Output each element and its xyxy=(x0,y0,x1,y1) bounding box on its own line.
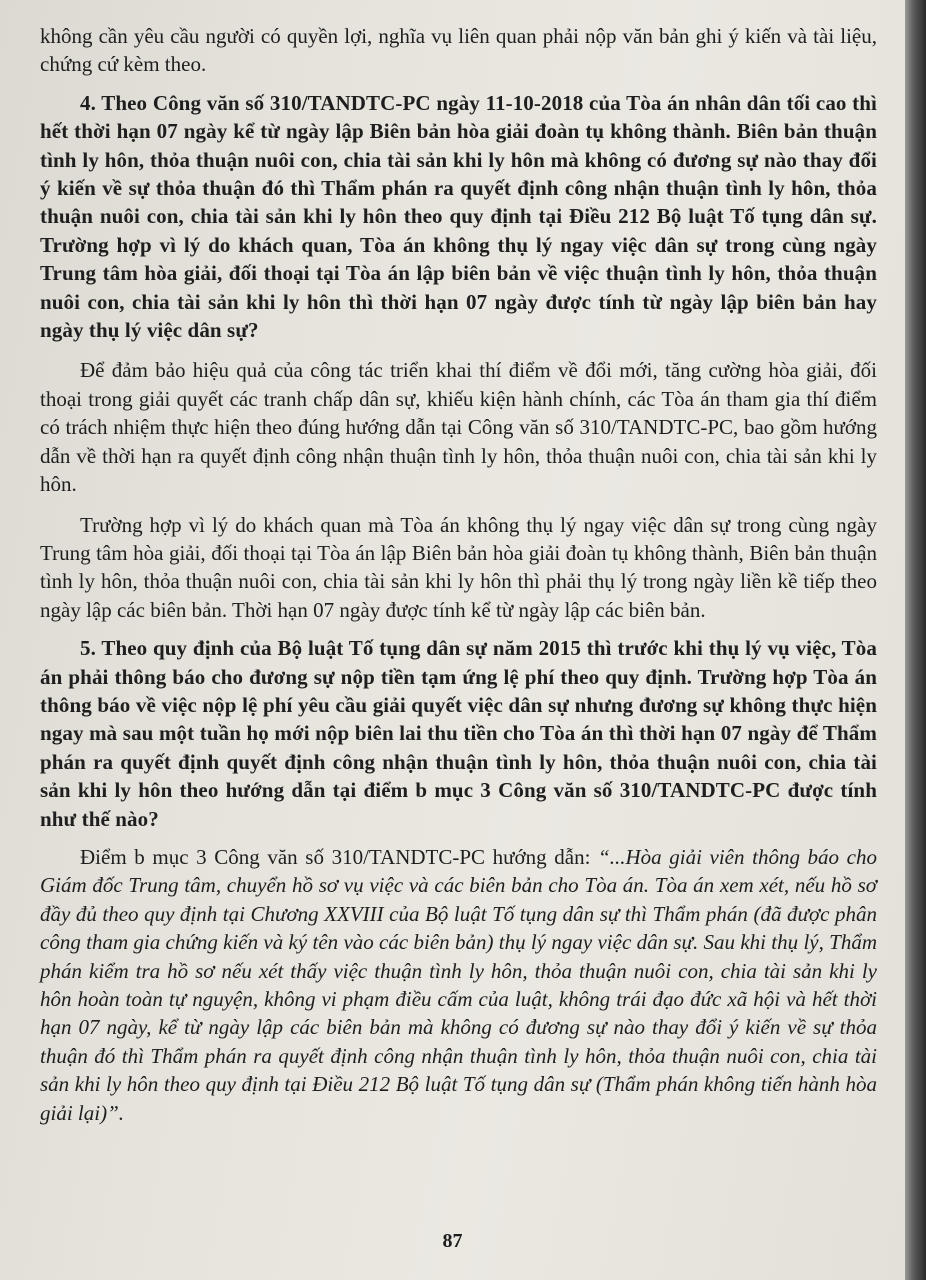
answer-4-paragraph-1: Để đảm bảo hiệu quả của công tác triển khai thí điểm về đổi mới, tăng cường hòa giải, đối thoại trong giải quyết các tranh chấp dân sự, khiếu kiện hành chính, các Tòa án tham gia thí điểm có trách nhiệm thực hiện theo đúng hướng dẫn tại Công văn số 310/TANDTC-PC, bao gồm hướng dẫn về thời hạn ra quyết định công nhận thuận tình ly hôn, thỏa thuận nuôi con, chia tài sản khi ly hôn. xyxy=(40,358,877,497)
page-number: 87 xyxy=(442,1230,463,1252)
answer-4-paragraph-2: Trường hợp vì lý do khách quan mà Tòa án không thụ lý ngay việc dân sự trong cùng ngày Trung tâm hòa giải, đối thoại tại Tòa án lập Biên bản hòa giải đoàn tụ không thành, Biên bản thuận tình ly hôn, thỏa thuận nuôi con, chia tài sản khi ly hôn thì phải thụ lý trong ngày liền kề tiếp theo ngày lập các biên bản. Thời hạn 07 ngày được tính kể từ ngày lập các biên bản. xyxy=(40,512,877,622)
book-edge xyxy=(905,0,926,1280)
answer-5 xyxy=(40,843,877,1127)
answer-5-quote: “...Hòa giải viên thông báo cho Giám đốc Trung tâm, chuyển hồ sơ vụ việc và các biên bản cho Tòa án. Tòa án xem xét, nếu hồ sơ đầy đủ theo quy định tại Chương XXVIII của Bộ luật Tố tụng dân sự thì Thẩm phán (đã được phân công tham gia chứng kiến và ký tên vào các biên bản) thụ lý ngay việc dân sự. Sau khi thụ lý, Thẩm phán kiểm tra hồ sơ nếu xét thấy việc thuận tình ly hôn, thỏa thuận nuôi con, chia tài sản khi ly hôn hoàn toàn tự nguyện, không vi phạm điều cấm của luật, không trái đạo đức xã hội và hết thời hạn 07 ngày, kể từ ngày lập các biên bản mà không có đương sự nào thay đổi ý kiến về sự thỏa thuận đó thì Thẩm phán ra quyết định công nhận thuận tình ly hôn, thỏa thuận nuôi con, chia tài sản khi ly hôn theo quy định tại Điều 212 Bộ luật Tố tụng dân sự (Thẩm phán không tiến hành hòa giải lại)”. xyxy=(40,844,877,1125)
question-5: 5. Theo quy định của Bộ luật Tố tụng dân sự năm 2015 thì trước khi thụ lý vụ việc, Tòa án phải thông báo cho đương sự nộp tiền tạm ứng lệ phí theo quy định. Trường hợp Tòa án thông báo về việc nộp lệ phí yêu cầu giải quyết việc dân sự nhưng đương sự không thực hiện ngay mà sau một tuần họ mới nộp biên lai thu tiền cho Tòa án thì thời hạn 07 ngày để Thẩm phán ra quyết định quyết định công nhận thuận tình ly hôn, thỏa thuận nuôi con, chia tài sản khi ly hôn theo hướng dẫn tại điểm b mục 3 Công văn số 310/TANDTC-PC được tính như thế nào? xyxy=(40,636,877,831)
paragraph-continuation: không cần yêu cầu người có quyền lợi, nghĩa vụ liên quan phải nộp văn bản ghi ý kiến và tài liệu, chứng cứ kèm theo. xyxy=(40,24,877,77)
question-4: 4. Theo Công văn số 310/TANDTC-PC ngày 11-10-2018 của Tòa án nhân dân tối cao thì hết thời hạn 07 ngày kể từ ngày lập Biên bản hòa giải đoàn tụ không thành. Biên bản thuận tình ly hôn, thỏa thuận nuôi con, chia tài sản khi ly hôn mà không có đương sự nào thay đổi ý kiến về sự thỏa thuận đó thì Thẩm phán ra quyết định công nhận thuận tình ly hôn, thỏa thuận nuôi con, chia tài sản khi ly hôn theo quy định tại Điều 212 Bộ luật Tố tụng dân sự. Trường hợp vì lý do khách quan, Tòa án không thụ lý ngay việc dân sự trong cùng ngày Trung tâm hòa giải, đối thoại tại Tòa án lập biên bản về việc thuận tình ly hôn, thỏa thuận nuôi con, chia tài sản khi ly hôn thì thời hạn 07 ngày được tính từ ngày lập biên bản hay ngày thụ lý việc dân sự? xyxy=(40,90,877,343)
answer-5-lead: Điểm b mục 3 Công văn số 310/TANDTC-PC hướng dẫn: xyxy=(80,844,599,869)
